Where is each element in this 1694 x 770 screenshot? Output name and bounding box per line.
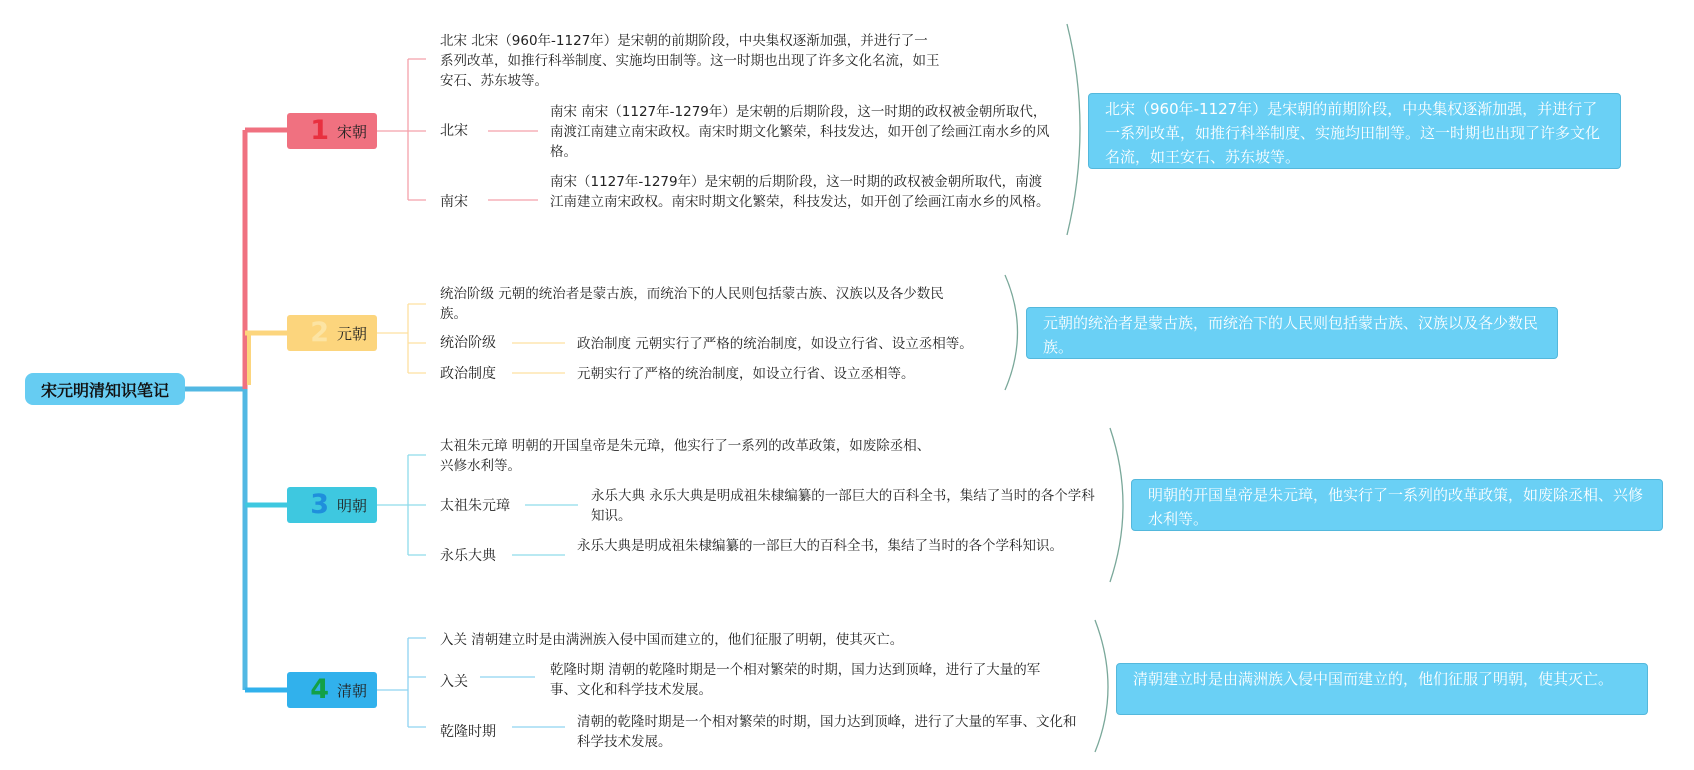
subtopic-note: 永乐大典是明成祖朱棣编纂的一部巨大的百科全书，集结了当时的各个学科知识。 bbox=[577, 538, 1063, 554]
subtopic-note: 南宋（1127年-1279年）是宋朝的后期阶段，这一时期的政权被金朝所取代，南渡江南建立南宋政权。南宋时期文化繁荣，科技发达，如开创了绘画江南水乡的风格。 bbox=[550, 174, 1050, 210]
topic-number-4: 4 bbox=[310, 674, 329, 705]
subtopic-note: 清朝的乾隆时期是一个相对繁荣的时期，国力达到顶峰，进行了大量的军事、文化和科学技术发展。 bbox=[577, 714, 1077, 750]
summary-callout: 元朝的统治者是蒙古族，而统治下的人民则包括蒙古族、汉族以及各少数民族。 bbox=[1026, 307, 1558, 359]
subtopic-note: 南宋 南宋（1127年-1279年）是宋朝的后期阶段，这一时期的政权被金朝所取代，南渡江南建立南宋政权。南宋时期文化繁荣，科技发达，如开创了绘画江南水乡的风格。 bbox=[550, 104, 1050, 160]
topic-number-1: 1 bbox=[310, 115, 329, 146]
root-title: 宋元明清知识笔记 bbox=[40, 380, 169, 400]
note-text: 统治阶级 元朝的统治者是蒙古族，而统治下的人民则包括蒙古族、汉族以及各少数民族。 bbox=[440, 286, 944, 322]
subtopic-label[interactable]: 北宋 bbox=[440, 123, 468, 139]
topic-label: 明朝 bbox=[337, 496, 368, 515]
topic-qing[interactable] bbox=[287, 672, 377, 708]
summary-callout: 明朝的开国皇帝是朱元璋，他实行了一系列的改革政策，如废除丞相、兴修水利等。 bbox=[1131, 479, 1663, 531]
topic-yuan[interactable] bbox=[287, 315, 377, 351]
subtopic-label[interactable]: 乾隆时期 bbox=[440, 724, 496, 740]
topic-label: 元朝 bbox=[337, 324, 368, 343]
note-text: 太祖朱元璋 明朝的开国皇帝是朱元璋，他实行了一系列的改革政策，如废除丞相、兴修水利等。 bbox=[440, 438, 931, 474]
summary-callout: 北宋（960年-1127年）是宋朝的前期阶段，中央集权逐渐加强，并进行了一系列改革，如推行科举制度、实施均田制等。这一时期也出现了许多文化名流，如王安石、苏东坡等。 bbox=[1088, 93, 1621, 169]
subtopic-label[interactable]: 统治阶级 bbox=[440, 335, 496, 351]
subtopic-label[interactable]: 永乐大典 bbox=[440, 548, 496, 564]
summary-callout: 清朝建立时是由满洲族入侵中国而建立的，他们征服了明朝，使其灭亡。 bbox=[1116, 663, 1648, 715]
topic-song[interactable] bbox=[287, 113, 377, 149]
subtopic-note: 元朝实行了严格的统治制度，如设立行省、设立丞相等。 bbox=[577, 366, 915, 382]
subtopic-note: 乾隆时期 清朝的乾隆时期是一个相对繁荣的时期，国力达到顶峰，进行了大量的军事、文化和科学技术发展。 bbox=[550, 662, 1041, 698]
root-topic[interactable] bbox=[25, 373, 185, 405]
subtopic-label[interactable]: 南宋 bbox=[440, 194, 468, 210]
subtopic-label[interactable]: 太祖朱元璋 bbox=[440, 498, 510, 514]
note-text: 入关 清朝建立时是由满洲族入侵中国而建立的，他们征服了明朝，使其灭亡。 bbox=[440, 632, 904, 648]
topic-number-2: 2 bbox=[310, 317, 329, 348]
subtopic-note: 永乐大典 永乐大典是明成祖朱棣编纂的一部巨大的百科全书，集结了当时的各个学科知识。 bbox=[591, 488, 1095, 524]
topic-ming[interactable] bbox=[287, 487, 377, 523]
subtopic-label[interactable]: 政治制度 bbox=[440, 366, 496, 382]
note-text: 北宋 北宋（960年-1127年）是宋朝的前期阶段，中央集权逐渐加强，并进行了一系列改革，如推行科举制度、实施均田制等。这一时期也出现了许多文化名流，如王安石、苏东坡等。 bbox=[440, 33, 940, 89]
topic-number-3: 3 bbox=[310, 489, 329, 520]
subtopic-label[interactable]: 入关 bbox=[440, 674, 468, 690]
subtopic-note: 政治制度 元朝实行了严格的统治制度，如设立行省、设立丞相等。 bbox=[577, 336, 973, 352]
topic-label: 宋朝 bbox=[337, 122, 368, 141]
topic-label: 清朝 bbox=[337, 681, 368, 700]
